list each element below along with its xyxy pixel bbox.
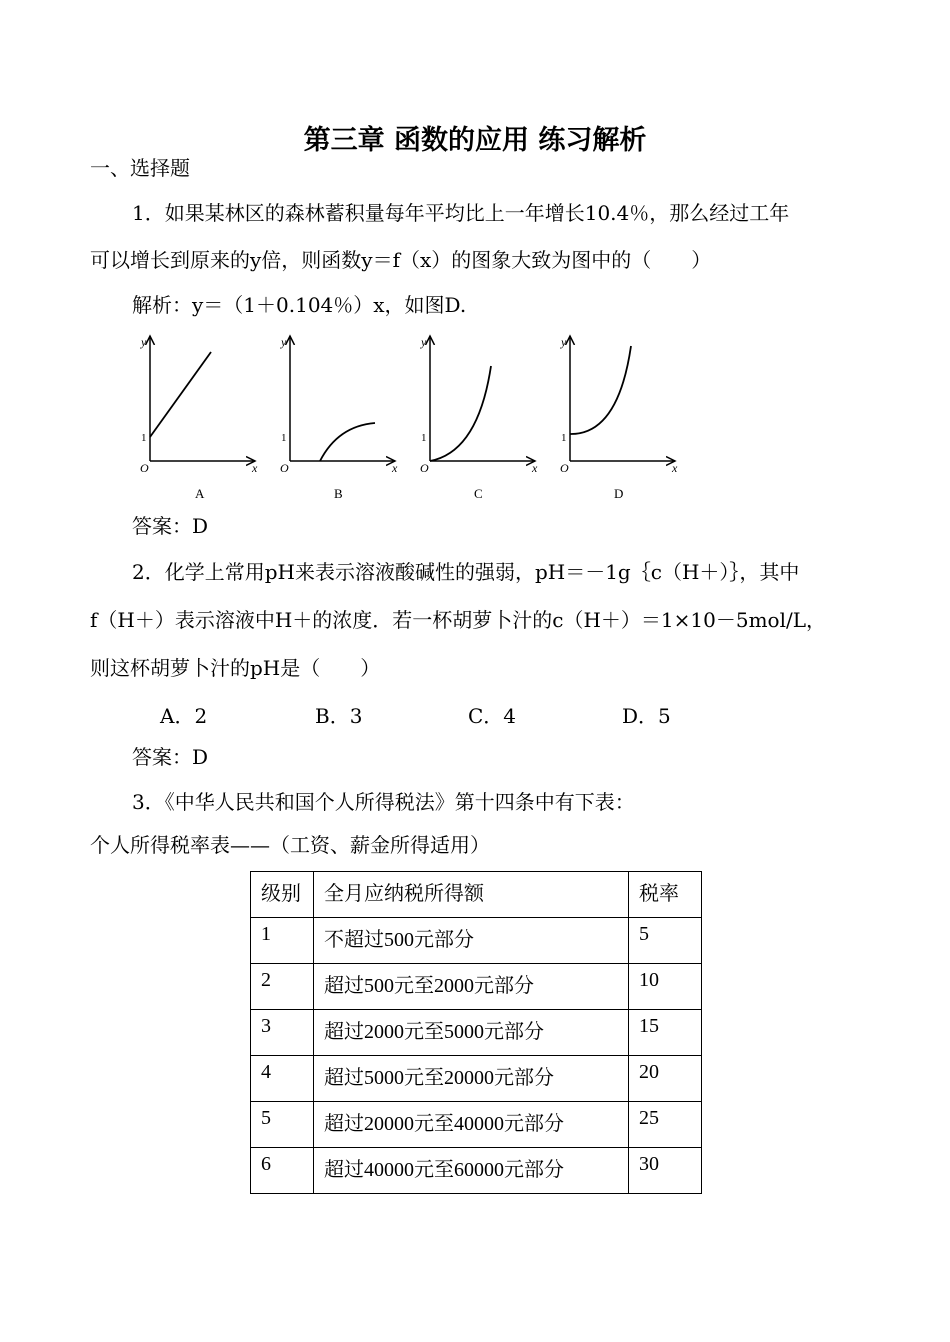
graph-b-x-label: x <box>392 461 398 475</box>
graph-d-origin: O <box>560 461 569 475</box>
graph-c-label: C <box>474 486 483 501</box>
cell-level: 5 <box>251 1102 314 1148</box>
table-row <box>251 1010 702 1056</box>
q2-answer: 答案：D <box>132 745 209 769</box>
cell-income: 超过2000元至5000元部分 <box>314 1010 629 1056</box>
q2-line3: 则这杯胡萝卜汁的pH是（ ） <box>90 656 381 680</box>
graph-c-tick: 1 <box>421 432 427 444</box>
q2-option-d: D．5 <box>622 704 671 728</box>
q3-caption: 个人所得税率表——（工资、薪金所得适用） <box>90 833 490 857</box>
q1-answer: 答案：D <box>132 514 209 538</box>
q2-option-c: C．4 <box>468 704 517 728</box>
cell-income: 超过20000元至40000元部分 <box>314 1102 629 1148</box>
graph-a-origin: O <box>140 461 149 475</box>
header-level: 级别 <box>251 872 314 918</box>
graph-b-label: B <box>334 486 343 501</box>
table-row <box>251 1102 702 1148</box>
table-header-row <box>251 872 702 918</box>
section-heading: 一、选择题 <box>90 156 190 180</box>
cell-rate: 20 <box>629 1056 702 1102</box>
graph-b-origin: O <box>280 461 289 475</box>
cell-level: 1 <box>251 918 314 964</box>
graph-a-x-label: x <box>252 461 258 475</box>
graph-a <box>140 335 258 501</box>
cell-rate: 10 <box>629 964 702 1010</box>
q1-line1: 1．如果某林区的森林蓄积量每年平均比上一年增长10.4％，那么经过工年 <box>132 201 790 225</box>
cell-level: 4 <box>251 1056 314 1102</box>
cell-income: 超过500元至2000元部分 <box>314 964 629 1010</box>
q1-analysis: 解析：y＝（1＋0.104％）x，如图D. <box>132 293 467 317</box>
page-title: 第三章 函数的应用 练习解析 <box>303 125 647 156</box>
graph-c-x-label: x <box>532 461 538 475</box>
table-row <box>251 1056 702 1102</box>
cell-income: 超过40000元至60000元部分 <box>314 1148 629 1194</box>
graph-b <box>280 335 398 501</box>
q2-option-a: A．2 <box>160 704 208 728</box>
graph-b-tick: 1 <box>281 432 287 444</box>
header-rate: 税率 <box>629 872 702 918</box>
cell-rate: 15 <box>629 1010 702 1056</box>
graph-a-tick: 1 <box>141 432 147 444</box>
tax-rate-table <box>250 871 702 1194</box>
q1-line2: 可以增长到原来的y倍，则函数y＝f（x）的图象大致为图中的（ ） <box>90 248 712 272</box>
graph-c-curve <box>430 366 491 461</box>
graph-b-y-label: y <box>281 335 287 349</box>
cell-level: 3 <box>251 1010 314 1056</box>
header-income: 全月应纳税所得额 <box>314 872 629 918</box>
graph-a-y-label: y <box>141 335 147 349</box>
cell-income: 不超过500元部分 <box>314 918 629 964</box>
graph-d-x-label: x <box>672 461 678 475</box>
cell-rate: 5 <box>629 918 702 964</box>
graph-c-origin: O <box>420 461 429 475</box>
graph-a-label: A <box>195 486 205 501</box>
graph-d-curve <box>570 346 631 434</box>
cell-income: 超过5000元至20000元部分 <box>314 1056 629 1102</box>
graph-d-label: D <box>614 486 624 501</box>
table-row <box>251 1148 702 1194</box>
cell-level: 2 <box>251 964 314 1010</box>
graph-d-tick: 1 <box>561 432 567 444</box>
q3-line1: 3．《中华人民共和国个人所得税法》第十四条中有下表： <box>132 790 635 814</box>
graph-a-curve <box>150 352 211 437</box>
graph-d-y-label: y <box>561 335 567 349</box>
cell-rate: 25 <box>629 1102 702 1148</box>
graph-c <box>420 335 538 501</box>
table-row <box>251 918 702 964</box>
q2-option-b: B．3 <box>315 704 363 728</box>
graph-d <box>560 335 678 501</box>
graph-c-y-label: y <box>421 335 427 349</box>
cell-level: 6 <box>251 1148 314 1194</box>
q2-line2: f（H＋）表示溶液中H＋的浓度．若一杯胡萝卜汁的c（H＋）＝1×10－5mol/L， <box>90 608 827 632</box>
table-row <box>251 964 702 1010</box>
cell-rate: 30 <box>629 1148 702 1194</box>
q1-graphs <box>128 330 698 509</box>
graph-b-curve <box>320 423 375 461</box>
q2-line1: 2．化学上常用pH来表示溶液酸碱性的强弱，pH＝－1g｛c（H＋）｝，其中 <box>132 560 800 584</box>
